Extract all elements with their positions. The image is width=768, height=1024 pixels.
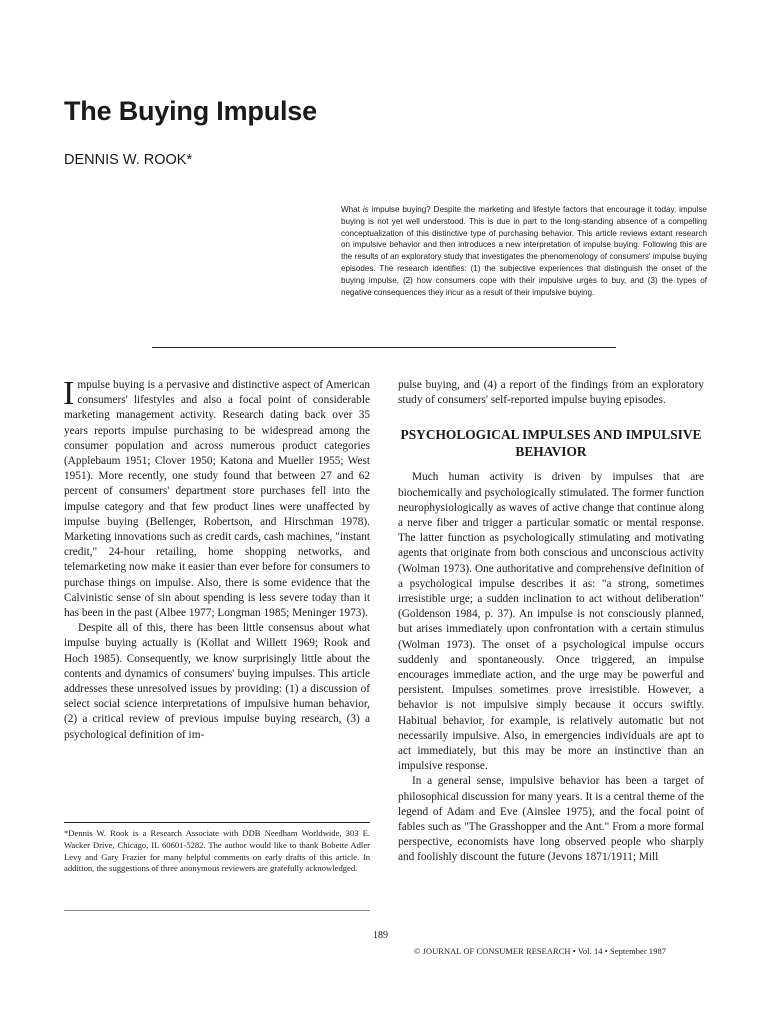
right-column: [398, 378, 704, 866]
abstract: [341, 204, 707, 298]
section-paragraph-2: In a general sense, impulsive behavior has been a target of philosophical discussion for many years. It is a central theme of the legend of Adam and Eve (Ainslee 1975), and the focal point of fables such as "The Grasshopper and the Ant." From a more formal perspective, economists have long observed people who sharply and foolishly discount the future (Jevons 1871/1911; Mill: [398, 775, 704, 864]
intro-continuation: pulse buying, and (4) a report of the findings from an exploratory study of consumers' self-reported impulse buying episodes.: [398, 379, 704, 407]
left-column: [63, 375, 370, 743]
intro-paragraph-1-text: mpulse buying is a pervasive and distinctive aspect of American consumers' lifestyles and also a focal point of considerable marketing management activity. Research dating back over 35 years reports impulse purchasing to be widespread among the consumer population and across numerous product categories (Applebaum 1951; Clover 1950; Katona and Mueller 1955; West 1951). More recently, one study found that between 27 and 62 percent of consumers' department store purchases fell into the impulse category and that few product lines were unaffected by impulse buying (Bellenger, Robertson, and Hirschman 1978). Marketing innovations such as credit cards, cash machines, "instant credit," 24-hour retailing, home shopping networks, and telemarketing now make it easier than ever before for consumers to purchase things on impulse. Also, there is some evidence that the Calvinistic sense of sin about spending is less severe today than it has been in the past (Albee 1977; Longman 1985; Meninger 1973).: [64, 379, 370, 620]
intro-paragraph-2: Despite all of this, there has been little consensus about what impulse buying actually is (Kollat and Willett 1969; Rook and Hoch 1985). Consequently, we know surprisingly little about the contents and dynamics of consumers' buying impulses. This article addresses these unresolved issues by providing: (1) a discussion of select social science interpretations of impulsive human behavior, (2) a critical review of previous impulse buying research, (3) a psychological definition of im-: [64, 622, 370, 741]
section-heading: PSYCHOLOGICAL IMPULSES AND IMPULSIVE BEHAVIOR: [400, 427, 702, 460]
abstract-divider: [152, 347, 616, 348]
abstract-lead: What: [341, 205, 363, 214]
journal-citation: © JOURNAL OF CONSUMER RESEARCH • Vol. 14 • September 1987: [414, 947, 667, 956]
section-paragraph-1: Much human activity is driven by impulses that are biochemically and psychologically stimulated. The former function neurophysiologically as waves of active change that continue along a nerve fiber and trigger a particular somatic or mental response. The latter function as psychologically stimulating and motivating agents that originate from both conscious and unconscious activity (Wolman 1973). One authoritative and comprehensive definition of a psychological impulse describes it as: "a strong, sometimes irresistible urge; a sudden inclination to act without deliberation" (Goldenson 1984, p. 37). An impulse is not consciously planned, but arises immediately upon confrontation with a certain stimulus (Wolman 1973). The onset of a psychological impulse occurs suddenly and spontaneously. Once triggered, an impulse encourages immediate action, and the urge may be powerful and persistent. Impulses sometimes prove irresistible. However, a behavior is not impulsive simply because it occurs swiftly. Habitual behavior, for example, is relatively automatic but not necessarily impulsive. Also, in emergencies individuals are apt to act immediately, but this may be more an instinctive than an impulsive response.: [398, 471, 704, 773]
page-number: 189: [373, 930, 388, 941]
abstract-text: impulse buying? Despite the marketing and lifestyle factors that encourage it today, impulse buying is not yet well understood. This is due in part to the long-standing absence of a compelling conceptualization of this distinctive type of purchasing behavior. This article reviews extant research on impulsive behavior and then introduces a new interpretation of impulse buying. Following this are the results of an exploratory study that investigates the phenomenology of consumers' impulse buying episodes. The research identifies: (1) the subjective experiences that distinguish the onset of the buying impulse, (2) how consumers cope with their impulsive urges to buy, and (3) the types of negative consequences they incur as a result of their impulsive buying.: [341, 205, 707, 297]
author-footnote: *Dennis W. Rook is a Research Associate with DDB Needham Worldwide, 303 E. Wacker Drive, Chicago, IL 60601-5282. The author would like to thank Bobette Adler Levy and Gary Frazier for many helpful comments on early drafts of this article. In addition, the suggestions of three anonymous reviewers are gratefully acknowledged.: [64, 828, 370, 874]
footnote-divider: [64, 822, 370, 823]
drop-cap: I: [63, 375, 75, 412]
article-title: The Buying Impulse: [64, 96, 317, 126]
intro-paragraph-1: [63, 375, 370, 621]
footnote-bottom-divider: [64, 910, 370, 911]
author-name: DENNIS W. ROOK*: [64, 152, 193, 168]
abstract-emphasis: is: [362, 205, 369, 214]
